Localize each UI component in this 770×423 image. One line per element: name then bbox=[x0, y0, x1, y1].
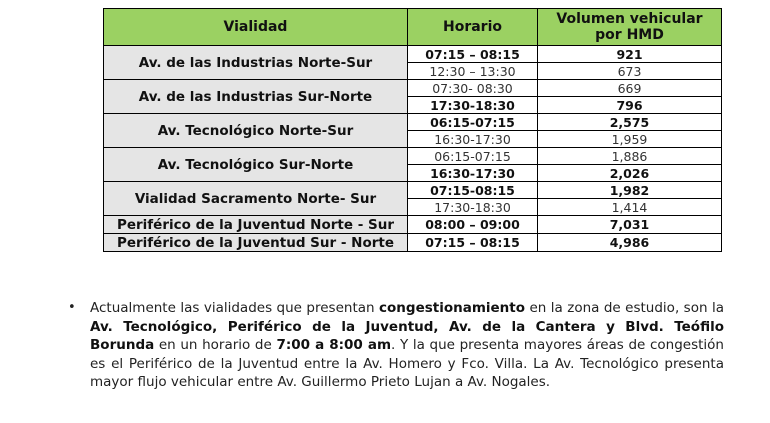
road-name-cell: Periférico de la Juventud Sur - Norte bbox=[104, 234, 408, 252]
volume-cell: 921 bbox=[538, 46, 722, 63]
volume-cell: 2,026 bbox=[538, 165, 722, 182]
volume-cell: 1,982 bbox=[538, 182, 722, 199]
schedule-cell: 07:15 – 08:15 bbox=[408, 234, 538, 252]
header-schedule: Horario bbox=[408, 9, 538, 46]
road-name-cell: Vialidad Sacramento Norte- Sur bbox=[104, 182, 408, 216]
paragraph-text-1: Actualmente las vialidades que presentan bbox=[90, 300, 380, 316]
paragraph-text-4: . Y la que presenta mayores áreas de congestión es el Periférico de la Juventud entre la Av. Homero y Fco. Villa. La Av. Tecnológico presenta mayor flujo vehicular entre Av. Guillermo Prieto Lujan a Av. Nogales. bbox=[90, 337, 724, 391]
table-row bbox=[104, 80, 722, 97]
header-road: Vialidad bbox=[104, 9, 408, 46]
table-row bbox=[104, 114, 722, 131]
table-row bbox=[104, 234, 722, 252]
paragraph-bold-1: congestionamiento bbox=[379, 300, 526, 316]
volume-cell: 796 bbox=[538, 97, 722, 114]
road-name-cell: Periférico de la Juventud Norte - Sur bbox=[104, 216, 408, 234]
bullet-icon: • bbox=[68, 300, 76, 315]
table-row bbox=[104, 182, 722, 199]
schedule-cell: 07:15 – 08:15 bbox=[408, 46, 538, 63]
schedule-cell: 17:30-18:30 bbox=[408, 97, 538, 114]
road-name-cell: Av. de las Industrias Norte-Sur bbox=[104, 46, 408, 80]
schedule-cell: 12:30 – 13:30 bbox=[408, 63, 538, 80]
table-row bbox=[104, 46, 722, 63]
volume-cell: 1,959 bbox=[538, 131, 722, 148]
table-body bbox=[104, 46, 722, 252]
volume-cell: 2,575 bbox=[538, 114, 722, 131]
schedule-cell: 16:30-17:30 bbox=[408, 165, 538, 182]
volume-cell: 4,986 bbox=[538, 234, 722, 252]
header-volume bbox=[538, 9, 722, 46]
volume-cell: 1,886 bbox=[538, 148, 722, 165]
road-name-cell: Av. Tecnológico Sur-Norte bbox=[104, 148, 408, 182]
paragraph-text-3: en un horario de bbox=[154, 337, 277, 354]
header-volume-line2: por HMD bbox=[595, 27, 664, 43]
volume-cell: 673 bbox=[538, 63, 722, 80]
table-header-row bbox=[104, 9, 722, 46]
volume-cell: 7,031 bbox=[538, 216, 722, 234]
volume-cell: 669 bbox=[538, 80, 722, 97]
paragraph-bold-2: Av. Tecnológico, Periférico de la Juventud, Av. de la Cantera y Blvd. Teófilo Borunda bbox=[90, 318, 724, 354]
schedule-cell: 17:30-18:30 bbox=[408, 199, 538, 216]
paragraph-text bbox=[90, 299, 724, 392]
paragraph-text-2: en la zona de estudio, son la bbox=[525, 300, 724, 316]
volume-cell: 1,414 bbox=[538, 199, 722, 216]
road-name-cell: Av. Tecnológico Norte-Sur bbox=[104, 114, 408, 148]
schedule-cell: 08:00 – 09:00 bbox=[408, 216, 538, 234]
schedule-cell: 07:30- 08:30 bbox=[408, 80, 538, 97]
header-volume-line1: Volumen vehicular bbox=[556, 11, 703, 27]
paragraph-bold-3: 7:00 a 8:00 am bbox=[276, 337, 392, 354]
schedule-cell: 06:15-07:15 bbox=[408, 114, 538, 131]
table-row bbox=[104, 148, 722, 165]
schedule-cell: 16:30-17:30 bbox=[408, 131, 538, 148]
schedule-cell: 07:15-08:15 bbox=[408, 182, 538, 199]
road-name-cell: Av. de las Industrias Sur-Norte bbox=[104, 80, 408, 114]
schedule-cell: 06:15-07:15 bbox=[408, 148, 538, 165]
bullet-paragraph bbox=[68, 299, 724, 392]
table-row bbox=[104, 216, 722, 234]
traffic-volume-table bbox=[103, 8, 722, 252]
